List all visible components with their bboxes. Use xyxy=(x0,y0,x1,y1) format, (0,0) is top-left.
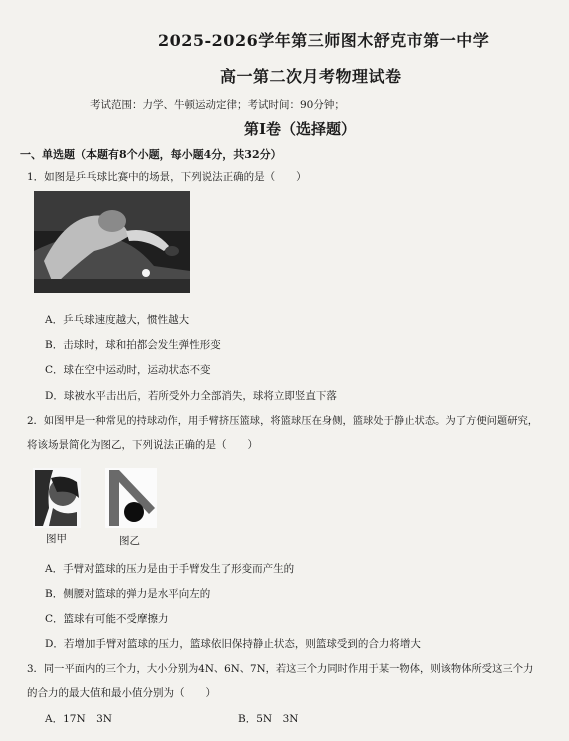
question-2-stem-line2: 将该场景简化为图乙，下列说法正确的是（ ） xyxy=(27,439,258,451)
question-3-stem-line1: 3．同一平面内的三个力，大小分别为4N、6N、7N，若这三个力同时作用于某一物体，则该物体所受这三个力 xyxy=(27,663,534,675)
school-name: 2025-2026学年第三师图木舒克市第一中学 xyxy=(158,31,490,50)
q3-option-b: B．5N 3N xyxy=(238,713,299,725)
q3-option-a: A．17N 3N xyxy=(45,713,112,725)
q1-option-c: C．球在空中运动时，运动状态不变 xyxy=(45,364,211,376)
q2-option-c: C．篮球有可能不受摩擦力 xyxy=(45,613,169,625)
figure-a-photo xyxy=(33,468,81,528)
exam-title: 高一第二次月考物理试卷 xyxy=(220,67,402,86)
figure-a-caption: 图甲 xyxy=(46,533,67,545)
section-heading: 一、单选题（本题有8个小题，每小题4分，共32分） xyxy=(20,148,282,161)
q2-option-d: D．若增加手臂对篮球的压力，篮球依旧保持静止状态，则篮球受到的合力将增大 xyxy=(45,638,421,650)
figure-b-caption: 图乙 xyxy=(119,535,140,547)
question-1-stem: 1．如图是乒乓球比赛中的场景，下列说法正确的是（ ） xyxy=(27,171,307,183)
q1-option-d: D．球被水平击出后，若所受外力全部消失，球将立即竖直下落 xyxy=(45,390,337,402)
q1-option-a: A．乒乓球速度越大，惯性越大 xyxy=(45,314,190,326)
table-tennis-photo xyxy=(34,191,190,293)
question-3-stem-line2: 的合力的最大值和最小值分别为（ ） xyxy=(27,687,216,699)
figure-b-diagram xyxy=(105,468,157,528)
volume-heading: 第Ⅰ卷（选择题） xyxy=(244,120,357,138)
q1-option-b: B．击球时，球和拍都会发生弹性形变 xyxy=(45,339,221,351)
q2-option-a: A．手臂对篮球的压力是由于手臂发生了形变而产生的 xyxy=(45,563,295,575)
q2-option-b: B．侧腰对篮球的弹力是水平向左的 xyxy=(45,588,211,600)
question-2-stem-line1: 2．如图甲是一种常见的持球动作，用手臂挤压篮球，将篮球压在身侧，篮球处于静止状态。为了方便问题研究， xyxy=(27,415,539,427)
exam-scope: 考试范围：力学、牛顿运动定律；考试时间：90分钟； xyxy=(90,99,345,111)
